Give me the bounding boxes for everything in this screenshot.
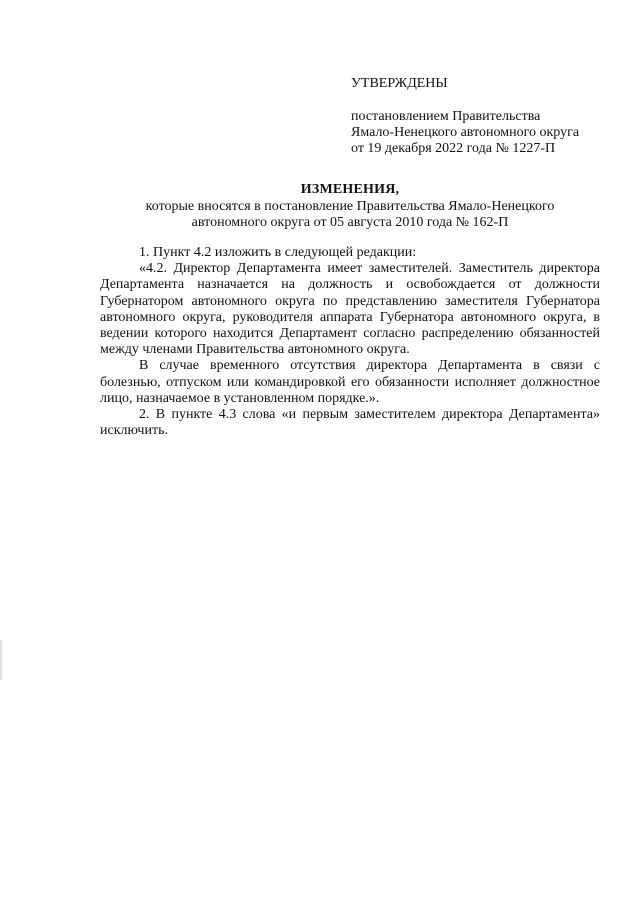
approval-heading: УТВЕРЖДЕНЫ	[351, 76, 448, 91]
approval-line: от 19 декабря 2022 года № 1227-П	[351, 141, 556, 156]
body-paragraph: 2. В пункте 4.3 слова «и первым заместителем директора Департамента» исключить.	[100, 407, 600, 439]
body-paragraph: 1. Пункт 4.2 изложить в следующей редакции:	[139, 245, 417, 260]
scan-edge-mark	[0, 640, 2, 680]
approval-line: Ямало-Ненецкого автономного округа	[351, 125, 580, 140]
approval-line: постановлением Правительства	[351, 109, 541, 124]
body-paragraph: «4.2. Директор Департамента имеет заместителей. Заместитель директора Департамента назначается на должность и освобождается от должности Губернатором автономного округа по представлению заместителя Губернатора автономного округа, руководителя аппарата Губернатора автономного округа, в ведении которого находится Департамент согласно распределению обязанностей между членами Правительства автономного округа.	[100, 261, 600, 358]
document-heading	[100, 182, 600, 232]
document-body	[100, 245, 600, 439]
approval-basis	[351, 109, 621, 157]
body-paragraph: В случае временного отсутствия директора Департамента в связи с болезнью, отпуском или командировкой его обязанности исполняет должностное лицо, назначаемое в установленном порядке.».	[100, 358, 600, 406]
document-title: ИЗМЕНЕНИЯ,	[300, 182, 400, 197]
document-subtitle-line: автономного округа от 05 августа 2010 года № 162-П	[191, 215, 509, 230]
document-subtitle-line: которые вносятся в постановление Правительства Ямало-Ненецкого	[145, 198, 555, 214]
approval-stamp	[351, 74, 621, 157]
